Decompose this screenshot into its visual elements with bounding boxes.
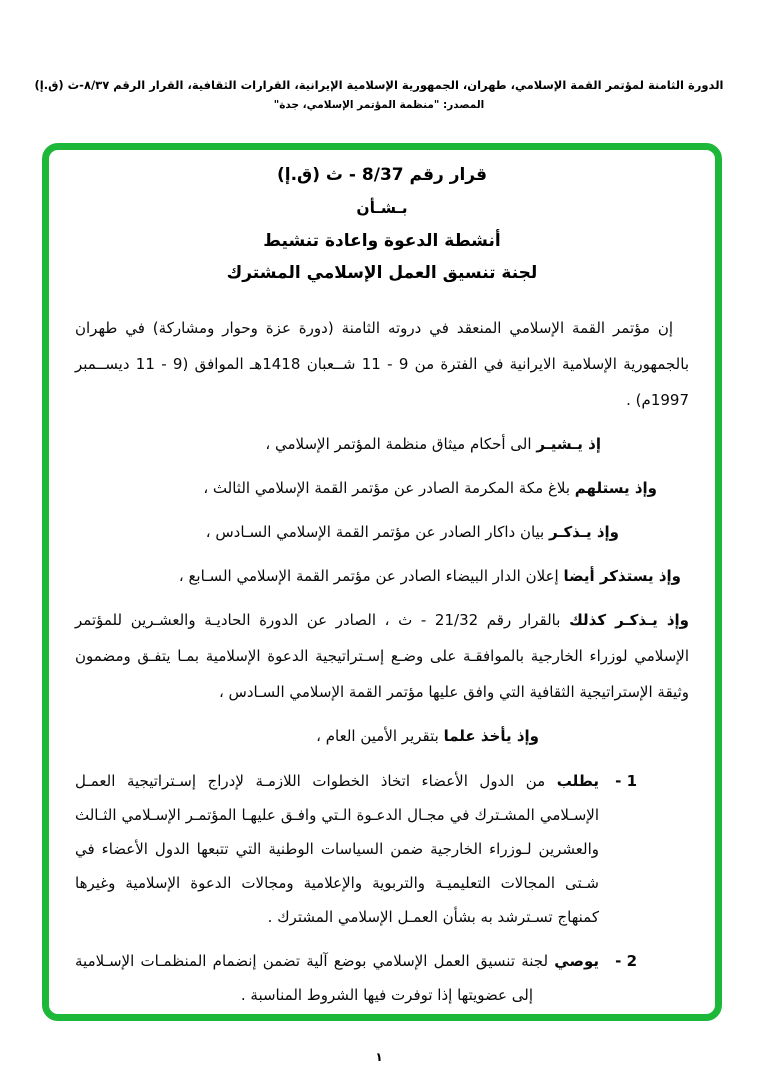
clause-lead: وإذ يأخذ علما — [443, 727, 539, 745]
item-number: 2 - — [615, 952, 637, 970]
document-border — [42, 143, 722, 1021]
item-lead: يوصي — [554, 952, 599, 970]
clause-secretary-general-report — [75, 718, 689, 754]
subject-title-line2: لجنة تنسيق العمل الإسلامي المشترك — [226, 263, 538, 283]
clause-recalling-charter — [75, 426, 689, 462]
clause-lead: إذ يـشيـر — [536, 435, 601, 453]
clause-lead: وإذ يستذكر أيضا — [563, 567, 681, 585]
clause-lead: وإذ يـذكـر كذلك — [569, 611, 690, 629]
regarding-label: بـشـأن — [356, 199, 408, 217]
clause-casablanca-declaration — [75, 558, 689, 594]
subject-title-line1: أنشطة الدعوة واعادة تنشيط — [263, 231, 501, 251]
header-source-line: المصدر: "منظمة المؤتمر الإسلامي، جدة" — [273, 99, 485, 111]
clause-resolution-21-32 — [75, 602, 689, 710]
document-content — [49, 150, 715, 1012]
clause-dakar-statement — [75, 514, 689, 550]
clause-text: إعلان الدار البيضاء الصادر عن مؤتمر القمة الإسلامي السـابع ، — [178, 567, 564, 585]
document-header — [0, 78, 758, 112]
clause-lead: وإذ يستلهم — [574, 479, 657, 497]
preamble-paragraph: إن مؤتمر القمة الإسلامي المنعقد في دروته الثامنة (دورة عزة وحوار ومشاركة) في طهران بالجمهورية الإسلامية الايرانية في الفترة من 9 - 11 شــعبان 1418هـ الموافق (9 - 11 ديســمبر 1997م) . — [75, 319, 689, 409]
clause-text: الى أحكام ميثاق منظمة المؤتمر الإسلامي ، — [265, 435, 537, 453]
item-text — [75, 764, 599, 934]
clause-text: بيان داكار الصادر عن مؤتمر القمة الإسلامي السـادس ، — [205, 523, 549, 541]
clause-text: بتقرير الأمين العام ، — [316, 727, 444, 745]
item-number: 1 - — [615, 772, 637, 790]
item-body: لجنة تنسيق العمل الإسلامي بوضع آلية تضمن إنضمام المنظمـات الإسـلامية إلى عضويتها إذا توفرت فيها الشروط المناسبة . — [75, 952, 555, 1004]
item-lead: يطلب — [556, 772, 599, 790]
item-text — [75, 944, 599, 1012]
clause-text: بلاغ مكة المكرمة الصادر عن مؤتمر القمة الإسلامي الثالث ، — [203, 479, 575, 497]
page-number: ١ — [375, 1050, 383, 1064]
clause-text: بالقرار رقم 21/32 - ث ، الصادر عن الدورة الحاديـة والعشـرين للمؤتمر الإسلامي لوزراء الخارجية بالموافقـة على وضـع إسـتراتيجية الدعوة الإسلامية بمـا يتفـق ومضمون وثيقة الإستراتيجية الثقافية التي وافق عليها مؤتمر القمة الإسلامي السـادس ، — [75, 611, 689, 701]
clause-lead: وإذ يـذكـر — [549, 523, 619, 541]
item-body: من الدول الأعضاء اتخاذ الخطوات اللازمـة لإدراج إسـتراتيجية العمـل الإسـلامي المشـترك في مجـال الدعـوة الـتي وافـق عليهـا المؤتمـر الإسـلامي الثـالث والعشرين لـوزراء الخارجية ضمن السياسات الوطنية التي تتبعها الدول الأعضاء في شـتى المجالات التعليميـة والتربوية والإعلامية ومجالات الدعوة الإسلامية وغيرها كمنهاج تسـترشد به بشأن العمـل الإسلامي المشترك . — [75, 772, 599, 926]
operative-item-1 — [75, 764, 689, 934]
operative-item-2 — [75, 944, 689, 1012]
resolution-number-title: قرار رقم 8/37 - ث (ق.إ) — [276, 165, 488, 185]
header-citation-line: الدورة الثامنة لمؤتمر القمة الإسلامي، طهران، الجمهورية الإسلامية الإيرانية، القرارات الثقافية، القرار الرقم ٨/٣٧-ث (ق.إ) — [34, 78, 724, 92]
clause-makkah-declaration — [75, 470, 689, 506]
